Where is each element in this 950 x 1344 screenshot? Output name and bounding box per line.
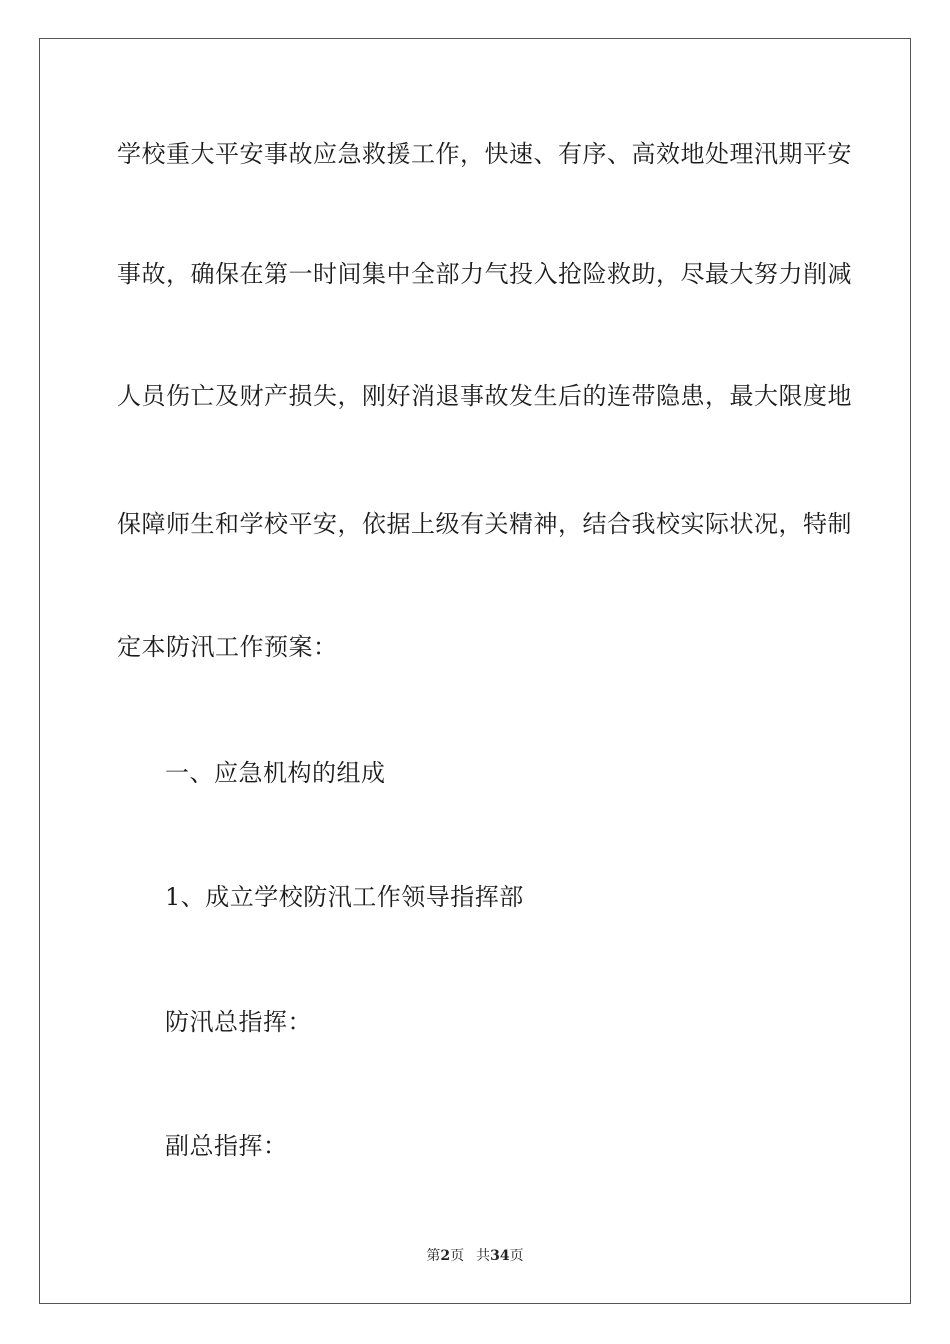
page-suffix: 页 (450, 1248, 465, 1264)
body-text-line-3: 人员伤亡及财产损失，刚好消退事故发生后的连带隐患，最大限度地 (117, 382, 852, 410)
page-footer (0, 1247, 950, 1265)
total-suffix: 页 (509, 1248, 524, 1264)
current-page-number: 2 (440, 1248, 451, 1264)
deputy-commander-label: 副总指挥： (165, 1132, 288, 1160)
body-text-line-5: 定本防汛工作预案： (117, 633, 338, 661)
page-border (39, 38, 911, 1304)
body-text-line-2: 事故，确保在第一时间集中全部力气投入抢险救助，尽最大努力削减 (117, 260, 852, 288)
chief-commander-label: 防汛总指挥： (165, 1008, 312, 1036)
total-prefix: 共 (476, 1248, 491, 1264)
body-text-line-4: 保障师生和学校平安，依据上级有关精神，结合我校实际状况，特制 (117, 510, 852, 538)
page-prefix: 第 (426, 1248, 441, 1264)
body-text-line-1: 学校重大平安事故应急救援工作，快速、有序、高效地处理汛期平安 (117, 140, 852, 168)
section-heading: 一、应急机构的组成 (165, 759, 386, 787)
total-pages-number: 34 (490, 1248, 510, 1264)
subsection-heading: 1、成立学校防汛工作领导指挥部 (165, 883, 524, 911)
